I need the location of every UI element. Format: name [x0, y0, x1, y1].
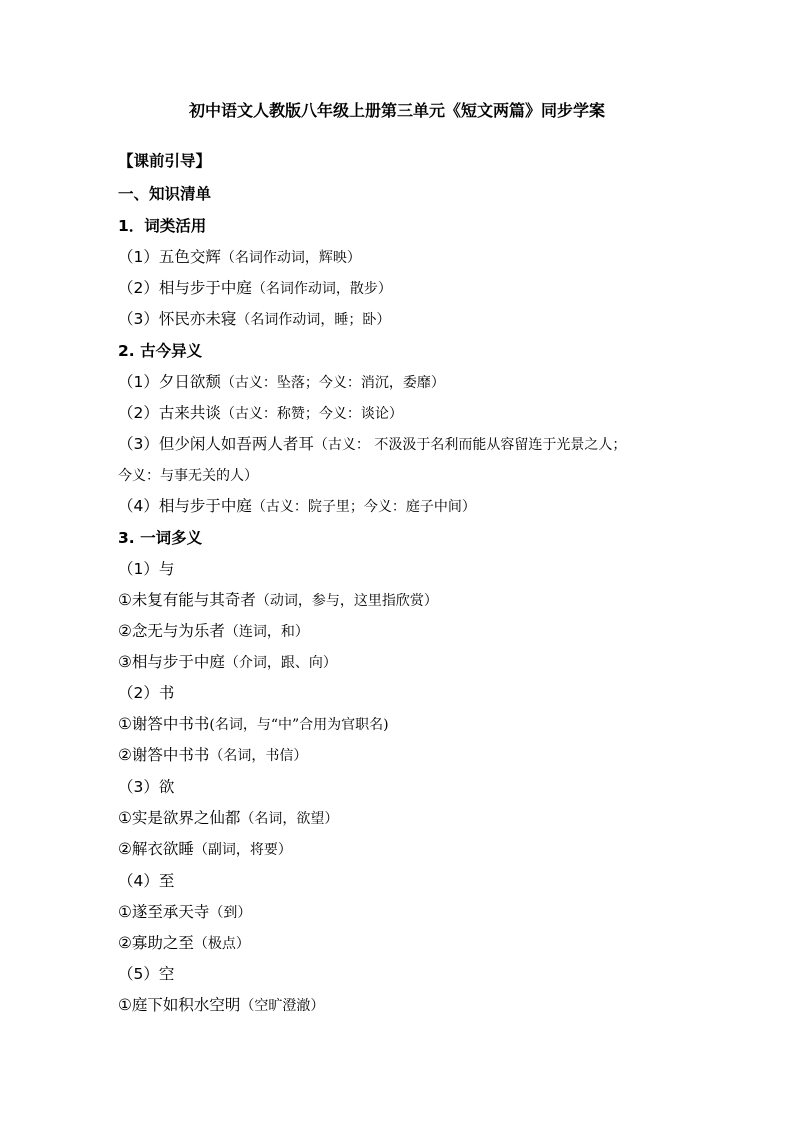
list-item: ①实是欲界之仙都（名词，欲望）: [118, 809, 339, 827]
list-item: ①谢答中书书(名词，与“中”合用为官职名): [118, 715, 389, 733]
list-item: （3）但少闲人如吾两人者耳（古义： 不汲汲于名利而能从容留连于光景之人；: [118, 435, 627, 453]
part2-heading: 2. 古今异义: [118, 342, 203, 360]
list-item: （1）夕日欲颓（古义：坠落；今义：消沉，委靡）: [118, 373, 445, 391]
group-label: （5）空: [118, 965, 175, 983]
group-label: （3）欲: [118, 778, 175, 796]
subsection-heading: 一、知识清单: [118, 185, 212, 203]
list-item: （2）相与步于中庭（名词作动词，散步）: [118, 279, 392, 297]
list-item: （3）怀民亦未寝（名词作动词，睡；卧）: [118, 310, 391, 328]
list-item: ①未复有能与其奇者（动词，参与，这里指欣赏）: [118, 591, 438, 609]
document-title: 初中语文人教版八年级上册第三单元《短文两篇》同步学案: [188, 101, 605, 120]
list-item: ②念无与为乐者（连词，和）: [118, 622, 309, 640]
section-heading: 【课前引导】: [118, 152, 212, 170]
part3-heading: 3. 一词多义: [118, 529, 203, 547]
group-label: （4）至: [118, 872, 175, 890]
list-item: ②谢答中书书（名词，书信）: [118, 746, 308, 764]
list-item: ①庭下如积水空明（空旷澄澈）: [118, 996, 325, 1014]
list-item: ②寡助之至（极点）: [118, 934, 250, 952]
group-label: （1）与: [118, 560, 175, 578]
list-item: （2）古来共谈（古义：称赞；今义：谈论）: [118, 404, 403, 422]
list-item: ③相与步于中庭（介词，跟、向）: [118, 653, 337, 671]
part1-heading: 1．词类活用: [118, 217, 207, 235]
list-item: （1）五色交辉（名词作动词，辉映）: [118, 248, 361, 266]
list-item: ②解衣欲睡（副词，将要）: [118, 840, 292, 858]
list-item: ①遂至承天寺（到）: [118, 903, 252, 921]
list-item-continuation: 今义：与事无关的人）: [118, 468, 258, 484]
list-item: （4）相与步于中庭（古义：院子里；今义：庭子中间）: [118, 497, 476, 515]
group-label: （2）书: [118, 684, 175, 702]
